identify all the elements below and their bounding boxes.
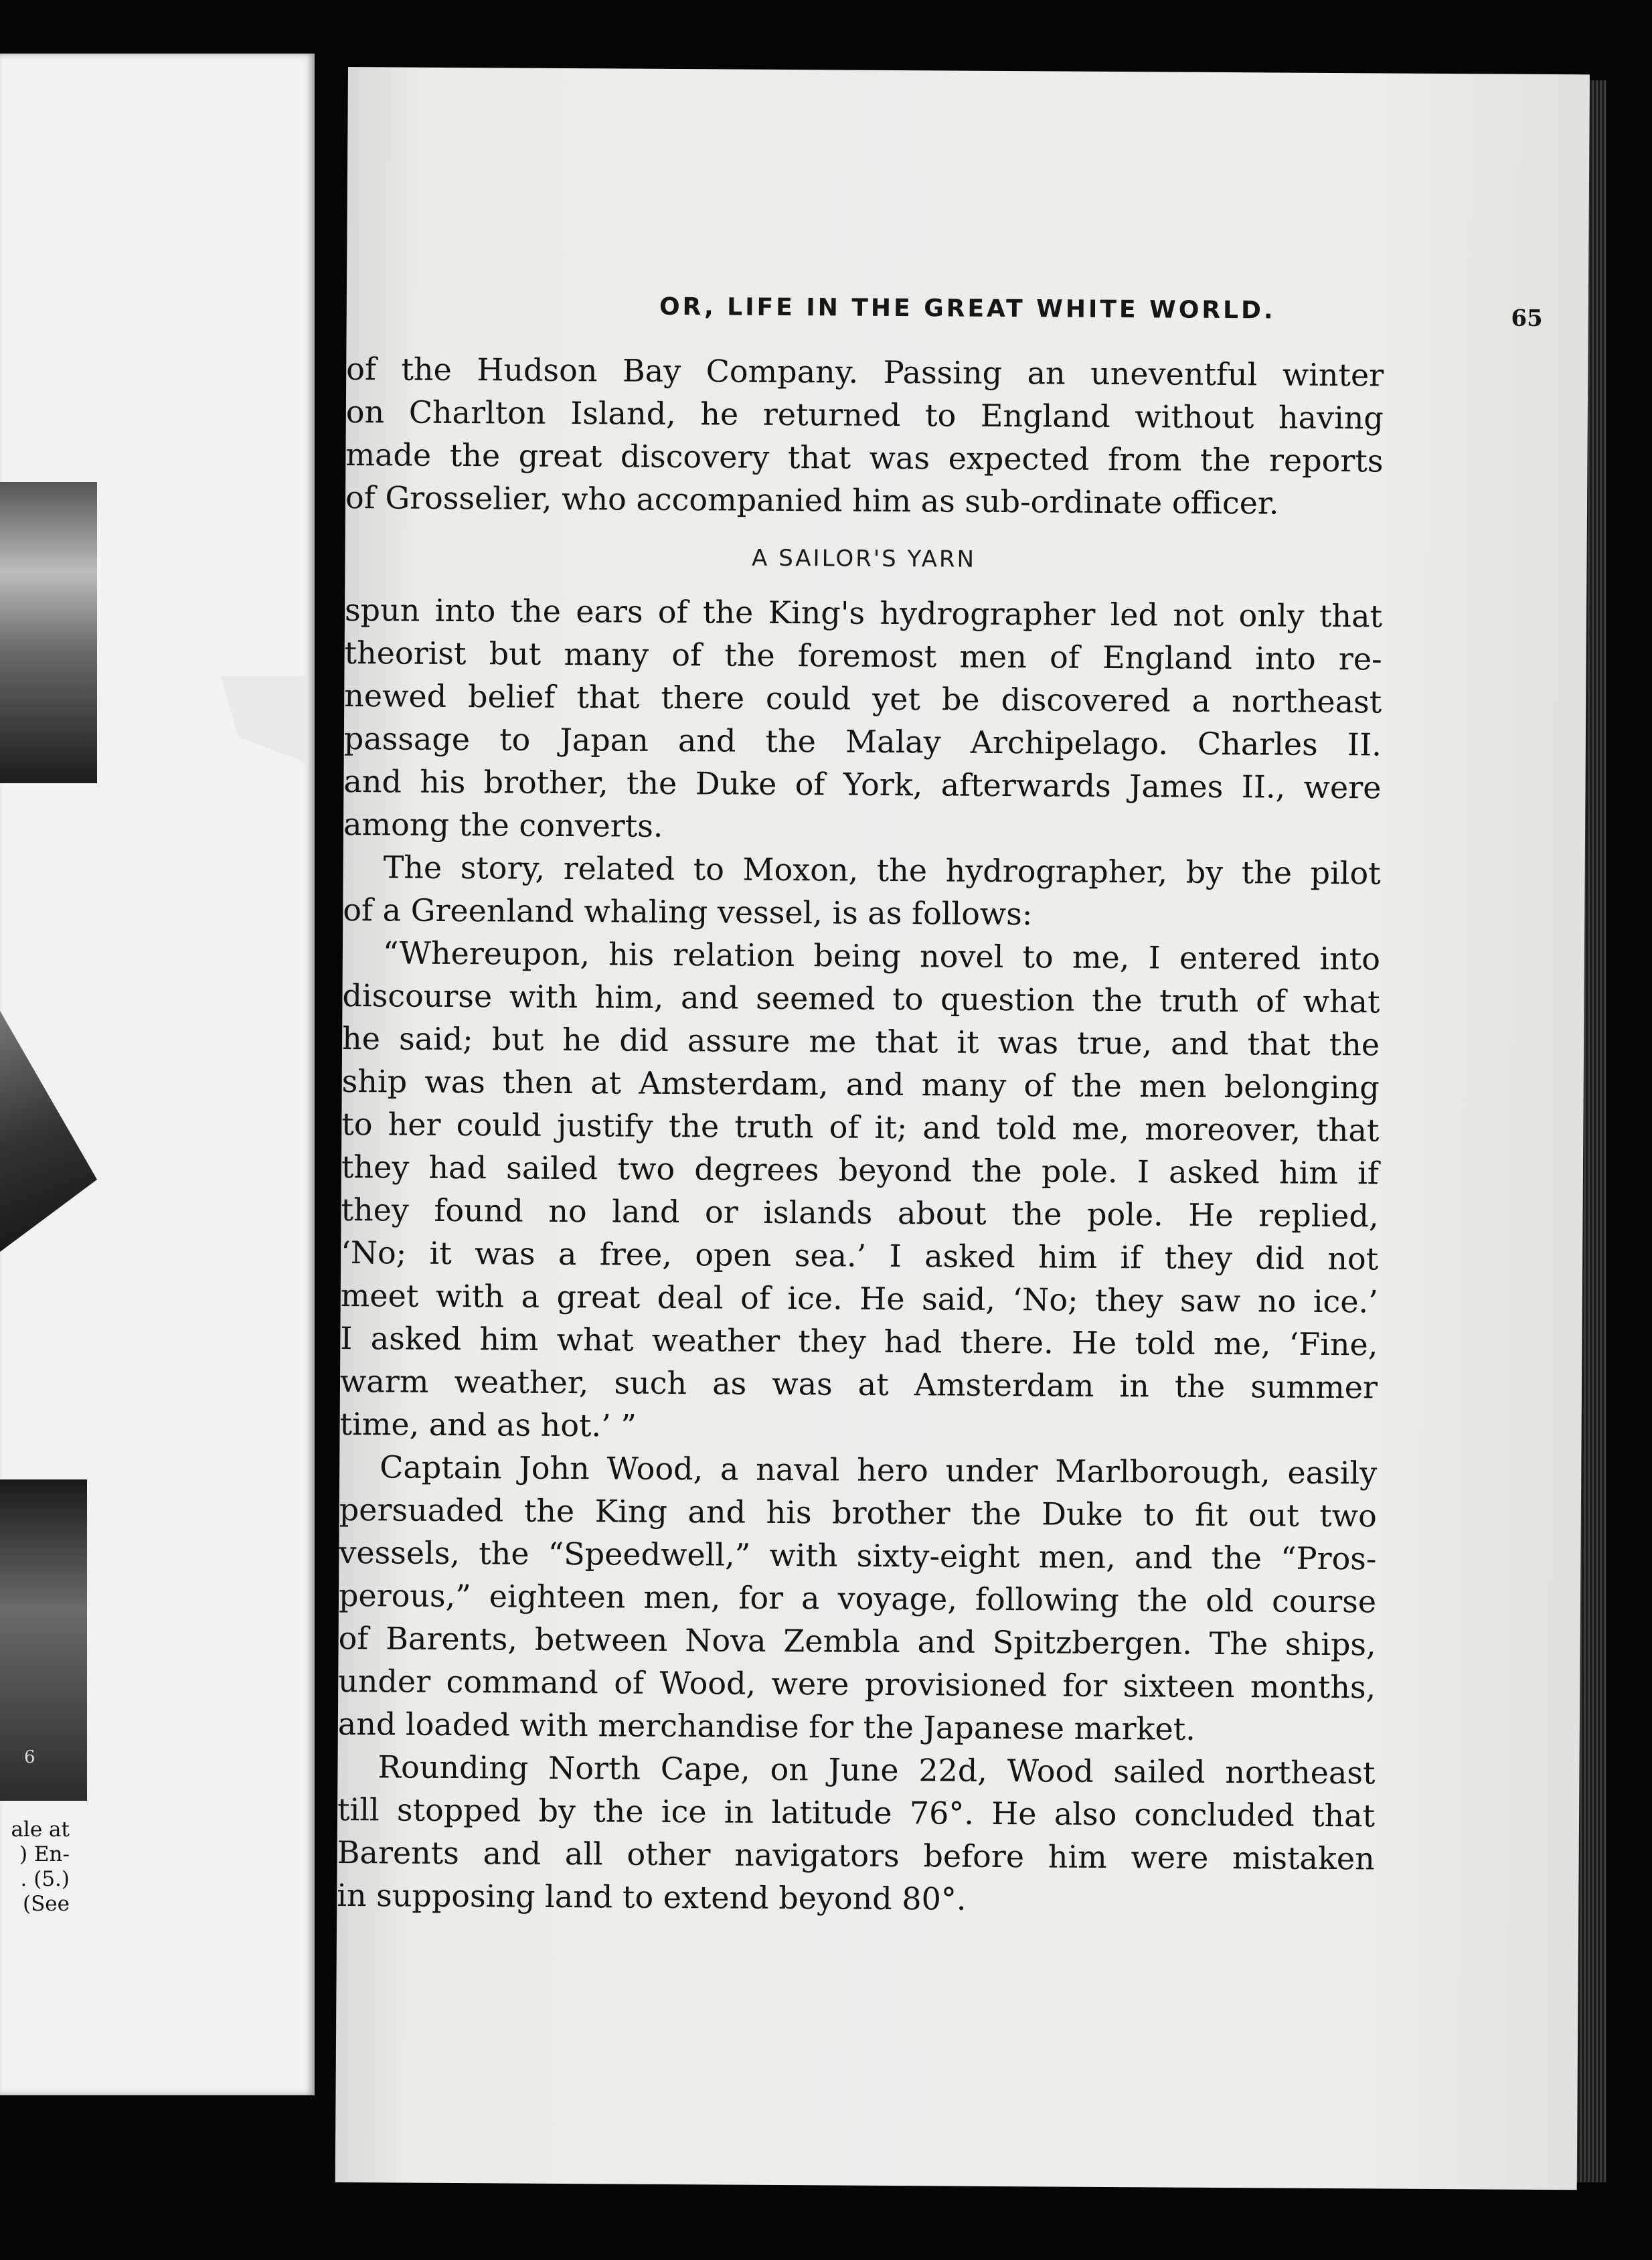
text-line: under command of Wood, were provisioned for sixteen months, (338, 1662, 1376, 1706)
text-line: The story, related to Moxon, the hydrographer, by the pilot (383, 849, 1381, 892)
text-line: they found no land or islands about the pole. He replied, (341, 1191, 1379, 1234)
body-text (337, 348, 1384, 1917)
text-line: newed belief that there could yet be discovered a northeast (344, 677, 1382, 720)
text-line: and loaded with merchandise for the Japanese market. (337, 1705, 1195, 1747)
text-line: of Grosselier, who accompanied him as sub-ordinate officer. (345, 479, 1279, 521)
left-page-photo (0, 1011, 97, 1252)
text-line: ship was then at Amsterdam, and many of the men belonging (341, 1062, 1380, 1106)
text-line: theorist but many of the foremost men of England into re- (344, 634, 1382, 677)
left-page-text-fragment: ) En- (19, 1842, 70, 1866)
text-line: to her could justify the truth of it; and told me, moreover, that (341, 1105, 1380, 1149)
left-page-text-fragment: ale at (11, 1818, 70, 1842)
running-head: OR, LIFE IN THE GREAT WHITE WORLD. (659, 293, 1276, 325)
left-page-text-fragment: . (5.) (20, 1867, 70, 1891)
previous-page (0, 54, 315, 2095)
left-page-photo (0, 1479, 87, 1801)
text-line: and his brother, the Duke of York, afterwards James II., were (343, 762, 1382, 806)
text-line: of the Hudson Bay Company. Passing an uneventful winter (346, 350, 1384, 394)
text-line: meet with a great deal of ice. He said, ‘No; they saw no ice.’ (340, 1277, 1378, 1320)
text-line: vessels, the “Speedwell,” with sixty-eight men, and the “Pros- (339, 1534, 1377, 1577)
text-line: made the great discovery that was expected from the reports (345, 436, 1384, 479)
text-line: I asked him what weather they had there. He told me, ‘Fine, (340, 1319, 1378, 1363)
left-page-photo (0, 482, 97, 783)
text-line: warm weather, such as was at Amsterdam in the summer (339, 1362, 1378, 1406)
text-line: in supposing land to extend beyond 80°. (337, 1876, 967, 1917)
text-line: discourse with him, and seemed to question the truth of what (342, 977, 1380, 1020)
text-line: spun into the ears of the King's hydrographer led not only that (344, 591, 1383, 635)
text-line: passage to Japan and the Malay Archipelago. Charles II. (343, 720, 1382, 763)
text-line: they had sailed two degrees beyond the pole. I asked him if (341, 1148, 1380, 1192)
left-page-text-fragment: (See (22, 1892, 70, 1916)
text-line: Rounding North Cape, on June 22d, Wood sailed northeast (378, 1749, 1376, 1791)
text-line: he said; but he did assure me that it was true, and that the (341, 1020, 1380, 1063)
text-line: till stopped by the ice in latitude 76°. He also concluded that (337, 1791, 1376, 1834)
page-number: 65 (1511, 305, 1543, 332)
text-line: on Charlton Island, he returned to England without having (345, 393, 1384, 436)
text-line: time, and as hot.’ ” (339, 1405, 637, 1444)
text-line: of a Greenland whaling vessel, is as follows: (343, 891, 1033, 933)
text-line: ‘No; it was a free, open sea.’ I asked him if they did not (341, 1234, 1379, 1277)
text-line: perous,” eighteen men, for a voyage, following the old course (338, 1577, 1377, 1620)
book-page (335, 67, 1590, 2190)
text-line: among the converts. (343, 805, 663, 844)
text-line: Barents and all other navigators before him were mistaken (337, 1834, 1375, 1877)
text-line: persuaded the King and his brother the Duke to fit out two (339, 1491, 1377, 1534)
text-line: of Barents, between Nova Zembla and Spitzbergen. The ships, (338, 1619, 1376, 1663)
left-photo-caption: 6 (24, 1747, 35, 1767)
section-heading: A SAILOR'S YARN (751, 544, 977, 573)
text-line: Captain John Wood, a naval hero under Marlborough, easily (380, 1449, 1378, 1491)
text-line: “Whereupon, his relation being novel to me, I entered into (382, 935, 1381, 977)
